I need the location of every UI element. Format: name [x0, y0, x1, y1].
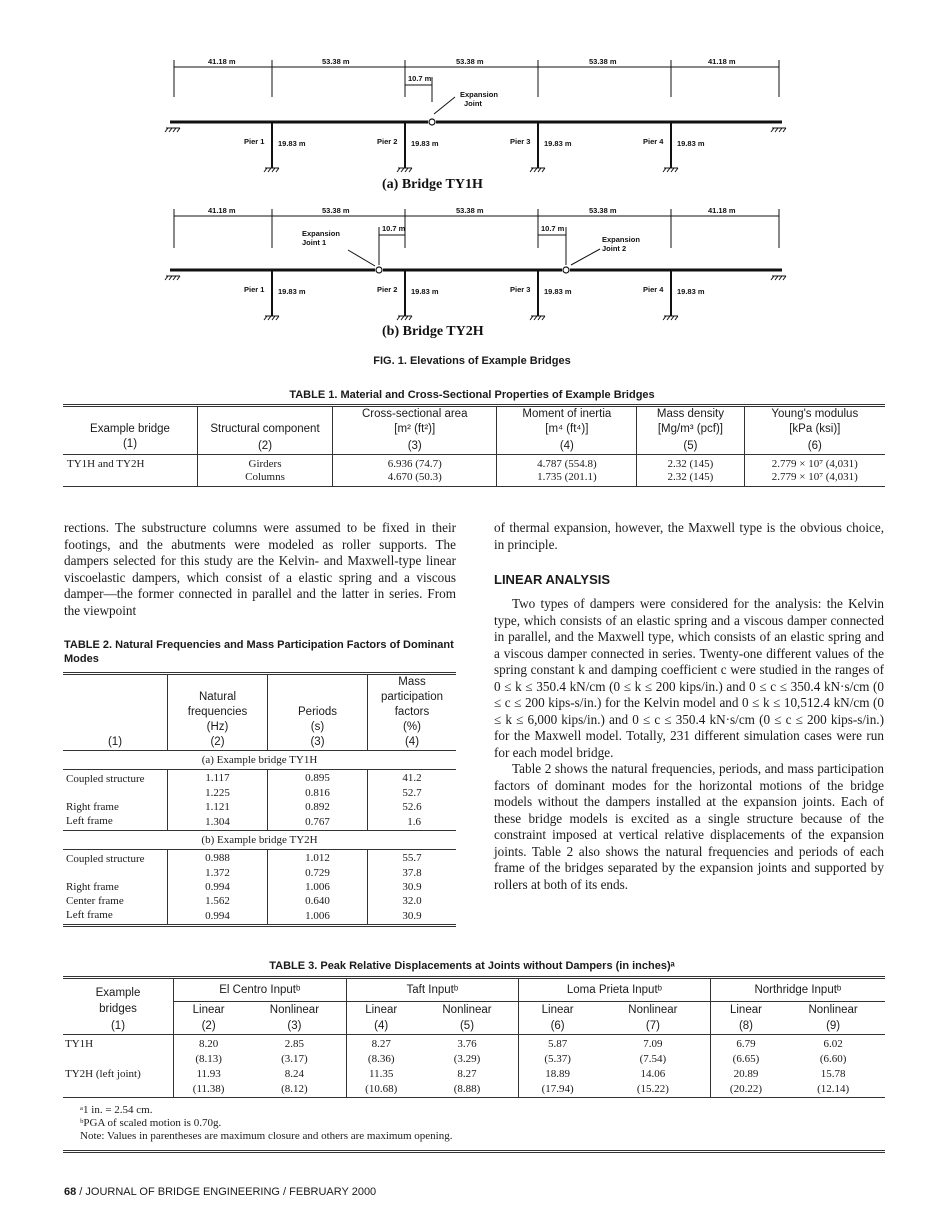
pier-height-label: 19.83 m	[677, 139, 705, 148]
expansion-joint-marker	[429, 119, 435, 125]
page-footer	[64, 1186, 376, 1198]
table-row: TY1H 8.20 2.85 8.27 3.76 5.87 7.09 6.79 6.02	[63, 1034, 885, 1052]
span-label: 41.18 m	[708, 206, 736, 215]
span-label: 53.38 m	[322, 206, 350, 215]
pier-height-label: 19.83 m	[278, 287, 306, 296]
pier-label: Pier 1	[244, 285, 265, 294]
figure-caption: FIG. 1. Elevations of Example Bridges	[373, 355, 571, 367]
pier-height-label: 19.83 m	[411, 139, 439, 148]
bridge-elevations-figure	[160, 52, 790, 352]
pier-label: Pier 3	[510, 137, 531, 146]
figure-label-b: (b) Bridge TY2H	[382, 324, 484, 339]
page-number: 68	[64, 1186, 77, 1198]
footnote: ᵇPGA of scaled motion is 0.70g.	[80, 1117, 222, 1129]
footnote: Note: Values in parentheses are maximum closure and others are maximum opening.	[80, 1130, 453, 1142]
table2-caption: TABLE 2. Natural Frequencies and Mass Participation Factors of Dominant Modes	[64, 639, 454, 665]
dimension-line-b	[174, 209, 779, 266]
span-label: 53.38 m	[589, 206, 617, 215]
table-row: Center frame 1.562 0.640 32.0	[63, 894, 456, 908]
pier-label: Pier 2	[377, 137, 398, 146]
table-row: Right frame 0.994 1.006 30.9	[63, 880, 456, 894]
piers-a	[272, 122, 671, 168]
table-row: (11.38) (8.12) (10.68) (8.88) (17.94) (15.22) (20.22) (12.14)	[63, 1082, 885, 1098]
expansion-label: Expansion	[460, 90, 498, 99]
paragraph: Two types of dampers were considered for the analysis: the Kelvin type, which consists of an elastic spring and a viscous damper connected in parallel, and the Maxwell type, which consists of an elastic spring and a viscous damper connected in series. Twenty-one different values of the spring constant k and damping coefficient c were studied in the ranges of 0 ≤ k ≤ 350.4 kN/cm (0 ≤ k ≤ 200 kips/in.) and 0 ≤ c ≤ 350.4 kN·s/cm (0 ≤ c ≤ 200 kips-s/in.) for the Kelvin model and 0 ≤ k ≤ 10,512.4 kN/cm (0 ≤ k ≤ 6,000 kips/in.) and 0 ≤ c ≤ 350.4 kN·s/cm (0 ≤ c ≤ 200 kips-s/in.) for the Maxwell model. Totally, 231 different simulation cases were run for each model bridge.	[494, 596, 884, 760]
right-column-top-text: of thermal expansion, however, the Maxwell type is the obvious choice, in principle.	[494, 520, 884, 552]
expansion-label: Expansion	[602, 235, 640, 244]
left-column-text: rections. The substructure columns were assumed to be fixed in their footings, and the abutments were modeled as roller supports. The dampers selected for this study are the Kelvin- and Maxwell-type linear viscoelastic dampers, which consist of a elastic spring and a viscous damper—the former connected in parallel and the latter in series. From the viewpoint	[64, 520, 456, 618]
expansion-label: Joint 2	[602, 244, 627, 253]
span-label: 41.18 m	[208, 57, 236, 66]
table3-notes	[80, 1104, 452, 1143]
expansion-joint-marker	[376, 267, 382, 273]
span-label: 41.18 m	[208, 206, 236, 215]
paragraph: Table 2 shows the natural frequencies, periods, and mass participation factors of dominant modes for the horizontal motions of the bridge models without the dampers installed at the expansion joints. Each of these bridge models is excited as a single structure because of the constraint imposed at vertical relative displacements of the expansion joints. Table 2 also shows the natural frequencies and periods of each frame of the bridges separated by the expansion joints and supported by rollers at both of its ends.	[494, 761, 884, 892]
table-row: Coupled structure 0.988 1.012 55.7	[63, 850, 456, 867]
table2: Mass Natural participation frequencies Periods factors (Hz) (s) (%) (1) (2) (3) (4) (a) Example bridge TY1H Coupled structure 1.117 0.895 41.2 1.225 0.816 52.7 Right frame 1.121 0.892 52.6 Left frame 1.304 0.767 1.6 (b) Example bridge TY2H Coupled structure 0.988 1.012 55.7 1.372 0.729 37.8 Right frame 0.994 1.006 30.9 Center frame 1.562 0.640 32.0 Left frame 0.994 1.006 30.9	[63, 672, 456, 927]
t1-col-bridge	[63, 406, 198, 423]
table-row: Left frame 1.304 0.767 1.6	[63, 814, 456, 831]
pier-label: Pier 1	[244, 137, 265, 146]
table1-caption: TABLE 1. Material and Cross-Sectional Properties of Example Bridges	[289, 389, 655, 401]
gap-label: 10.7 m	[408, 74, 432, 83]
expansion-label: Joint	[464, 99, 482, 108]
span-label: 53.38 m	[322, 57, 350, 66]
table-row: 1.225 0.816 52.7	[63, 786, 456, 800]
gap-label: 10.7 m	[541, 224, 565, 233]
table3: Example El Centro Inputᵇ Taft Inputᵇ Loma Prieta Inputᵇ Northridge Inputᵇ bridges Linear Nonlinear Linear Nonlinear Linear Nonlinear Linear Nonlinear (1) (2) (3) (4) (5) (6) (7) (8) (9) TY1H 8.20 2.85 8.27 3.76 5.87 7.09 6.79 6.02 (8.13) (3.17) (8.36) (3.29) (5.37) (7.54) (6.65) (6.60) TY2H (left joint) 11.93 8.24 11.35 8.27 18.89 14.06 20.89 15.78 (11.38) (8.12) (10.68) (8.88) (17.94) (15.22) (20.22) (12.14)	[63, 976, 885, 1098]
span-label: 53.38 m	[589, 57, 617, 66]
table-row: 1.372 0.729 37.8	[63, 866, 456, 880]
pier-height-label: 19.83 m	[278, 139, 306, 148]
table-row: Coupled structure 1.117 0.895 41.2	[63, 770, 456, 787]
table-row: Columns 4.670 (50.3) 1.735 (201.1) 2.32 (145) 2.779 × 10⁷ (4,031)	[63, 471, 885, 487]
pier-height-label: 19.83 m	[411, 287, 439, 296]
table3-bottom-rule	[63, 1150, 885, 1153]
pier-label: Pier 4	[643, 285, 664, 294]
table1: Cross-sectional area Moment of inertia Mass density Young's modulus Example bridge Structural component [m² (ft²)] [m⁴ (ft⁴)] [Mg/m³ (pcf)] [kPa (ksi)] (1) (2) (3) (4) (5) (6) TY1H and TY2H Girders 6.936 (74.7) 4.787 (554.8) 2.32 (145) 2.779 × 10⁷ (4,031) Columns 4.670 (50.3) 1.735 (201.1) 2.32 (145) 2.779 × 10⁷ (4,031)	[63, 404, 885, 487]
pier-height-label: 19.83 m	[677, 287, 705, 296]
figure-label-a: (a) Bridge TY1H	[382, 177, 483, 192]
section-heading: LINEAR ANALYSIS	[494, 572, 611, 587]
pier-label: Pier 4	[643, 137, 664, 146]
pier-height-label: 19.83 m	[544, 287, 572, 296]
supports-a	[165, 128, 786, 172]
piers-b	[272, 270, 671, 316]
footnote: ᵃ1 in. = 2.54 cm.	[80, 1104, 153, 1116]
table-row: Right frame 1.121 0.892 52.6	[63, 800, 456, 814]
section-label-b: (b) Example bridge TY2H	[201, 834, 318, 846]
gap-label: 10.7 m	[382, 224, 406, 233]
table-row: TY1H and TY2H Girders 6.936 (74.7) 4.787 (554.8) 2.32 (145) 2.779 × 10⁷ (4,031)	[63, 455, 885, 472]
expansion-joint-marker	[563, 267, 569, 273]
section-label-a: (a) Example bridge TY1H	[201, 754, 318, 766]
journal-info: / JOURNAL OF BRIDGE ENGINEERING / FEBRUARY 2000	[76, 1186, 377, 1198]
expansion-label: Joint 1	[302, 238, 327, 247]
right-column-body	[494, 596, 884, 893]
table-row: (8.13) (3.17) (8.36) (3.29) (5.37) (7.54) (6.65) (6.60)	[63, 1052, 885, 1067]
pier-label: Pier 3	[510, 285, 531, 294]
pier-height-label: 19.83 m	[544, 139, 572, 148]
expansion-label: Expansion	[302, 229, 340, 238]
table-row: TY2H (left joint) 11.93 8.24 11.35 8.27 18.89 14.06 20.89 15.78	[65, 1067, 846, 1080]
supports-b	[165, 276, 786, 320]
span-label: 53.38 m	[456, 206, 484, 215]
table3-caption: TABLE 3. Peak Relative Displacements at Joints without Dampers (in inches)ᵃ	[269, 960, 675, 972]
span-label: 41.18 m	[708, 57, 736, 66]
table-row: Left frame 0.994 1.006 30.9	[63, 908, 456, 926]
pier-label: Pier 2	[377, 285, 398, 294]
span-label: 53.38 m	[456, 57, 484, 66]
